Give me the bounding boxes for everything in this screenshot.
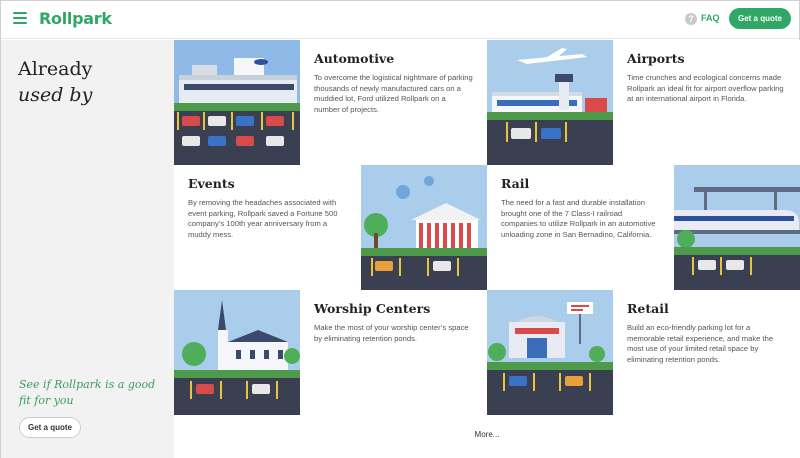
automotive-illustration: [174, 40, 300, 165]
card-description: Time crunches and ecological concerns made Rollpark an ideal fit for airport overflow parking at an international airport in Florida.: [627, 73, 784, 104]
card-title: Airports: [627, 51, 685, 66]
card-airports[interactable]: [613, 40, 800, 165]
card-title: Retail: [627, 301, 669, 316]
card-title: Events: [188, 176, 235, 191]
card-title: Rail: [501, 176, 530, 191]
card-description: The need for a fast and durable installation brought one of the 7 Class-I railroad companies to utilize Rollpark in an automotive unloading zone in San Bernadino, California.: [501, 198, 656, 239]
card-description: By removing the headaches associated with event parking, Rollpark saved a Fortune 500 company’s 100th year anniversary from a muddy mess.: [188, 198, 338, 239]
hamburger-menu-icon[interactable]: [13, 12, 27, 24]
card-worship-centers[interactable]: [300, 290, 487, 415]
headline-line1: Already: [18, 58, 93, 80]
more-link[interactable]: More...: [174, 415, 800, 458]
faq-link[interactable]: FAQ: [701, 13, 720, 23]
headline-line2: used by: [18, 84, 93, 106]
card-retail[interactable]: [613, 290, 800, 415]
sidebar-get-a-quote-button[interactable]: Get a quote: [19, 417, 81, 438]
help-icon[interactable]: ?: [685, 13, 697, 25]
card-description: Build an eco-friendly parking lot for a memorable retail experience, and make the most use of your limited retail space by eliminating retention ponds.: [627, 323, 774, 364]
card-title: Automotive: [314, 51, 395, 66]
card-automotive[interactable]: [300, 40, 487, 165]
sidebar: [1, 40, 174, 458]
card-events[interactable]: [174, 165, 361, 290]
card-title: Worship Centers: [314, 301, 431, 316]
worship-centers-illustration: [174, 290, 300, 415]
events-illustration: [361, 165, 487, 290]
card-description: Make the most of your worship center’s space by eliminating retention ponds.: [314, 323, 469, 343]
retail-illustration: [487, 290, 613, 415]
fit-prompt: See if Rollpark is a good fit for you: [19, 378, 156, 407]
industries-grid: [174, 40, 800, 458]
airports-illustration: [487, 40, 613, 165]
headline: [18, 56, 92, 108]
top-bar: [1, 1, 799, 39]
card-description: To overcome the logistical nightmare of parking thousands of newly manufactured cars on a muddied lot, Ford utilized Rollpark on a number of projects.: [314, 73, 473, 114]
card-rail[interactable]: [487, 165, 674, 290]
get-a-quote-button[interactable]: Get a quote: [729, 8, 791, 29]
rail-illustration: [674, 165, 800, 290]
logo[interactable]: Rollpark: [39, 9, 112, 28]
